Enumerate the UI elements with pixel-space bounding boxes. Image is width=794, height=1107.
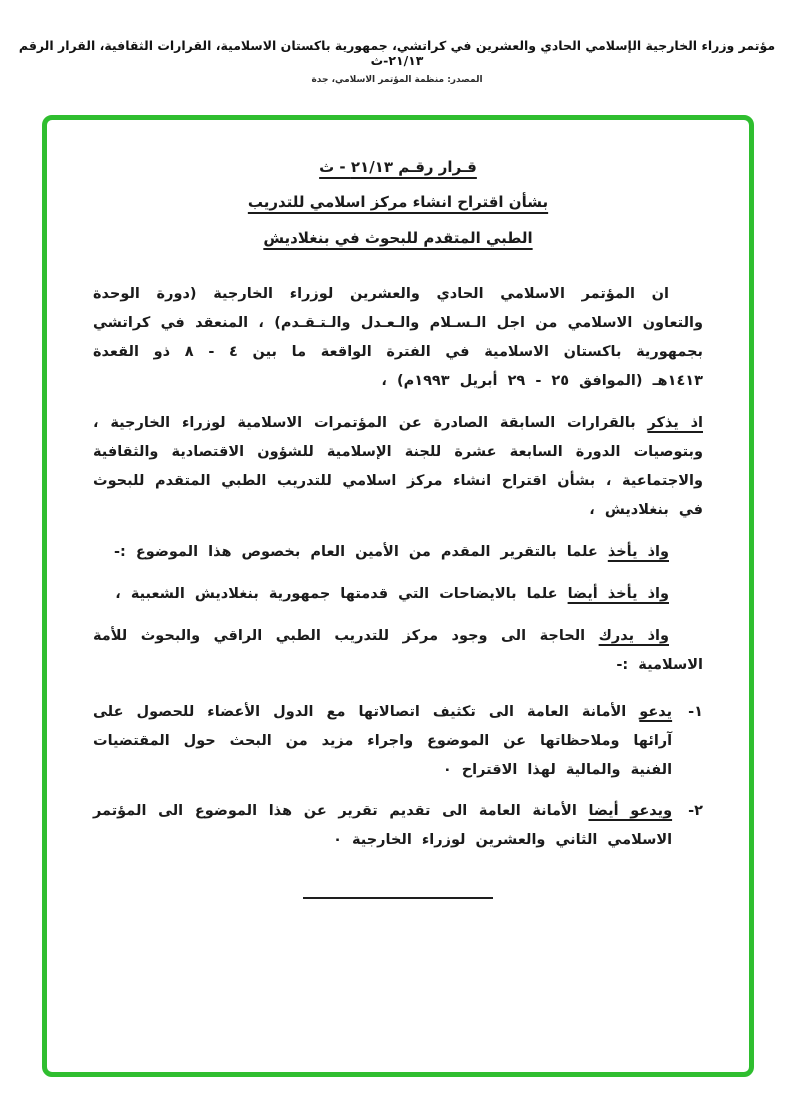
item-text: [93, 698, 672, 785]
item-lead: ويدعو أيضا: [588, 802, 673, 819]
citation-line: مؤتمر وزراء الخارجية الإسلامي الحادي والعشرين في كراتشي، جمهورية باكستان الاسلامية، القرارات الثقافية، القرار الرقم ٢١/١٣-ث: [18, 38, 776, 68]
clause-lead: واذ يدرك: [598, 627, 669, 644]
citation-header: [15, 38, 779, 85]
preamble-text: ان المؤتمر الاسلامي الحادي والعشرين لوزراء الخارجية (دورة الوحدة والتعاون الاسلامي من اجل الـسـلام والـعـدل والـتـقـدم) ، المنعقد في كراتشي بجمهورية باكستان الاسلامية في الفترة الواقعة ما بين ٤ - ٨ ذو القعدة ١٤١٣هـ (الموافق ٢٥ - ٢٩ أبريل ١٩٩٣م) ،: [93, 285, 703, 389]
preamble-paragraph: [93, 280, 703, 396]
item-lead: يدعو: [639, 703, 673, 720]
clause-lead: اذ يذكر: [647, 414, 703, 431]
clause-lead: واذ يأخذ أيضا: [567, 585, 669, 602]
resolution-title: [93, 150, 703, 256]
clause-lead: واذ يأخذ: [607, 543, 669, 560]
item-number: ٢-: [688, 802, 703, 819]
clause-paragraph-recalling: [93, 409, 703, 525]
item-number: ١-: [688, 703, 703, 720]
operative-item-2: [93, 797, 703, 855]
resolution-subject-line1: بشأن اقتراح انشاء مركز اسلامي للتدريب: [247, 193, 549, 212]
document-frame: [42, 115, 754, 1077]
operative-items: [93, 698, 703, 855]
resolution-number: قـرار رقـم ٢١/١٣ - ث: [319, 158, 477, 176]
end-rule: [303, 897, 493, 899]
item-body: الأمانة العامة الى تكثيف اتصالاتها مع الدول الأعضاء للحصول على آرائها وملاحظاتها عن الموضوع واجراء مزيد من البحث حول المقتضيات الفنية والمالية لهذا الاقتراح ٠: [93, 703, 673, 778]
clause-paragraph-recognizing: [93, 622, 703, 680]
operative-item-1: [93, 698, 703, 785]
clause-text: علما بالايضاحات التي قدمتها جمهورية بنغلاديش الشعبية ،: [115, 585, 568, 602]
clause-text: الحاجة الى وجود مركز للتدريب الطبي الراقي والبحوث للأمة الاسلامية :-: [93, 627, 703, 673]
clause-text: بالقرارات السابقة الصادرة عن المؤتمرات الاسلامية لوزراء الخارجية ، وبتوصيات الدورة السابعة عشرة للجنة الإسلامية للشؤون الاقتصادية والثقافية والاجتماعية ، بشأن اقتراح انشاء مركز اسلامي للتدريب الطبي المتقدم للبحوث في بنغلاديش ،: [93, 414, 703, 518]
item-text: [93, 797, 672, 855]
clause-paragraph-taking-note: [93, 538, 703, 567]
clause-paragraph-taking-note-also: [93, 580, 703, 609]
resolution-subject-line2: الطبي المتقدم للبحوث في بنغلاديش: [263, 228, 533, 247]
source-note: المصدر: منظمة المؤتمر الاسلامي، جدة: [311, 75, 483, 85]
item-body: الأمانة العامة الى تقديم تقرير عن هذا الموضوع الى المؤتمر الاسلامي الثاني والعشرين لوزراء الخارجية ٠: [93, 802, 673, 848]
clause-text: علما بالتقرير المقدم من الأمين العام بخصوص هذا الموضوع :-: [113, 543, 608, 560]
document-body: [47, 120, 749, 899]
